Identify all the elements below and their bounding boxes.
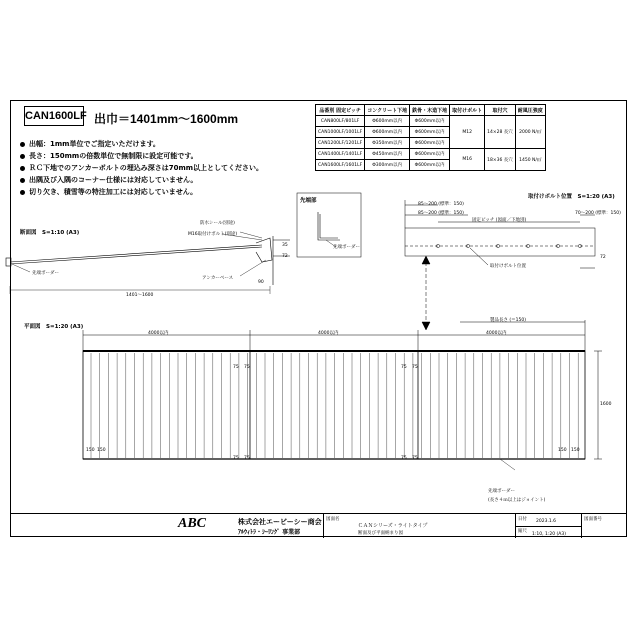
table-cell: Φ600mm以内: [410, 149, 450, 160]
tip-title: 先端部: [300, 198, 317, 204]
note-item: ＲＣ下地でのアンカーボルトの埋込み深さは70mm以上としてください。: [20, 163, 263, 175]
drawing-number-label: 図面番号: [584, 517, 602, 522]
table-cell: Φ600mm以内: [365, 127, 410, 138]
dimension-75: 75: [244, 456, 250, 461]
drawing-number-cell: [581, 514, 627, 538]
table-cell: Φ350mm以内: [365, 138, 410, 149]
date-value: 2023.1.6: [536, 519, 557, 524]
table-cell: CAN1200LF/1201LF: [316, 138, 365, 149]
section-title: 断面図 S=1:10 (A3): [20, 230, 80, 236]
dimension-150: 150: [86, 448, 95, 453]
table-cell: CAN800LF/801LF: [316, 116, 365, 127]
table-header: コンクリート下地: [365, 105, 410, 116]
table-cell: 18×36 長穴: [485, 149, 516, 171]
table-header: 鉄骨・木造下地: [410, 105, 450, 116]
segment-3-label: 4000以内: [486, 331, 507, 336]
dimension-75: 75: [233, 456, 239, 461]
table-cell: Φ600mm以内: [410, 160, 450, 171]
dimension-150: 150: [97, 448, 106, 453]
segment-1-label: 4000以内: [148, 331, 169, 336]
bolt-dimension-1: 85～200 (標準：150): [418, 202, 464, 207]
note-item: 出隅及び入隅のコーナー仕様には対応していません。: [20, 175, 263, 187]
dimension-75: 75: [233, 365, 239, 370]
plan-border-note: (長さ４ｍ以上はジョイント): [488, 498, 546, 503]
table-cell: M16: [450, 149, 485, 171]
anchor-label: アンカーベース: [202, 276, 234, 281]
company-logo: ABC: [178, 516, 207, 531]
table-header: 取付けボルト: [450, 105, 485, 116]
bolt-position-title: 取付けボルト位置 S=1:20 (A3): [528, 194, 615, 200]
border-label: 先端ボーダー: [32, 271, 59, 276]
table-cell: 14×28 長穴: [485, 116, 516, 149]
dimension-90: 90: [258, 280, 264, 285]
section-view: [6, 232, 290, 294]
bolt-dimension-3: 固定ピッチ (図面／下地別): [472, 218, 527, 223]
plan-title: 平面図 S=1:20 (A3): [24, 324, 84, 330]
table-cell: Φ600mm以内: [410, 127, 450, 138]
dimension-75: 75: [412, 365, 418, 370]
dimension-150: 150: [558, 448, 567, 453]
scale-label: 縮尺: [518, 529, 527, 534]
dimension-75: 75: [244, 365, 250, 370]
bolt-dimension-72: 72: [600, 255, 606, 260]
tip-border-label: 先端ボーダー: [333, 245, 360, 250]
plan-length-label: 製品長さ (＝150): [490, 318, 527, 323]
note-item: 出幅：1mm単位でご指定いただけます。: [20, 139, 263, 151]
segment-2-label: 4000以内: [318, 331, 339, 336]
table-cell: M12: [450, 116, 485, 149]
bolt-label: M16取付けボルト(別途): [188, 232, 238, 237]
table-header: 耐風圧強度: [515, 105, 545, 116]
dimension-75: 75: [401, 365, 407, 370]
dimension-75: 75: [412, 456, 418, 461]
plan-border-label: 先端ボーダー: [488, 489, 515, 494]
plan-view: [83, 320, 602, 470]
table-header: 品番別 固定ピッチ: [316, 105, 365, 116]
dimension-150: 150: [571, 448, 580, 453]
bolt-position-label: 取付けボルト位置: [490, 264, 526, 269]
table-header: 取付穴: [485, 105, 516, 116]
plan-slats: [91, 353, 578, 458]
table-cell: Φ600mm以内: [410, 138, 450, 149]
table-cell: 2000 N/㎡: [515, 116, 545, 149]
table-cell: Φ600mm以内: [365, 116, 410, 127]
drawing-name-1: ＣＡＮシリーズ・ライトタイプ: [358, 523, 428, 529]
table-cell: CAN1400LF/1401LF: [316, 149, 365, 160]
company-division: ｱﾙｳｨﾄﾗ・ｼｰﾘﾝｸﾞ 事業部: [238, 529, 301, 536]
plan-depth: 1600: [600, 402, 612, 407]
scale-value: 1:10, 1:20 (A3): [532, 532, 566, 537]
table-cell: 1450 N/㎡: [515, 149, 545, 171]
company-name: 株式会社エービーシー商会: [238, 518, 322, 526]
title-block: [10, 513, 627, 538]
table-cell: Φ450mm以内: [365, 149, 410, 160]
note-item: 長さ：150mmの倍数単位で無制限に設定可能です。: [20, 151, 263, 163]
dimension-75: 75: [401, 456, 407, 461]
dimension-72: 72: [282, 254, 288, 259]
dimension-35: 35: [282, 243, 288, 248]
bolt-dimension-4: 70～200 (標準：150): [575, 211, 621, 216]
date-label: 日付: [518, 517, 527, 522]
model-number: CAN1600LF: [24, 106, 84, 126]
drawing-name-2: 断面及び平面納まり図: [358, 531, 403, 536]
note-item: 切り欠き、積雪等の特注加工には対応していません。: [20, 187, 263, 199]
seal-label: 防水シール(別途): [200, 221, 235, 226]
table-cell: CAN1600LF/1601LF: [316, 160, 365, 171]
drawing-name-label: 図面名: [326, 517, 340, 522]
bolt-dimension-2: 85～200 (標準：150): [418, 211, 464, 216]
table-cell: Φ300mm以内: [365, 160, 410, 171]
table-cell: CAN1000LF/1001LF: [316, 127, 365, 138]
drawing-name-cell: [323, 514, 515, 538]
width-range: 出巾＝1401mm～1600mm: [94, 112, 239, 126]
section-width-dimension: 1401～1600: [126, 293, 154, 298]
table-cell: Φ600mm以内: [410, 116, 450, 127]
date-cell: [515, 514, 581, 538]
